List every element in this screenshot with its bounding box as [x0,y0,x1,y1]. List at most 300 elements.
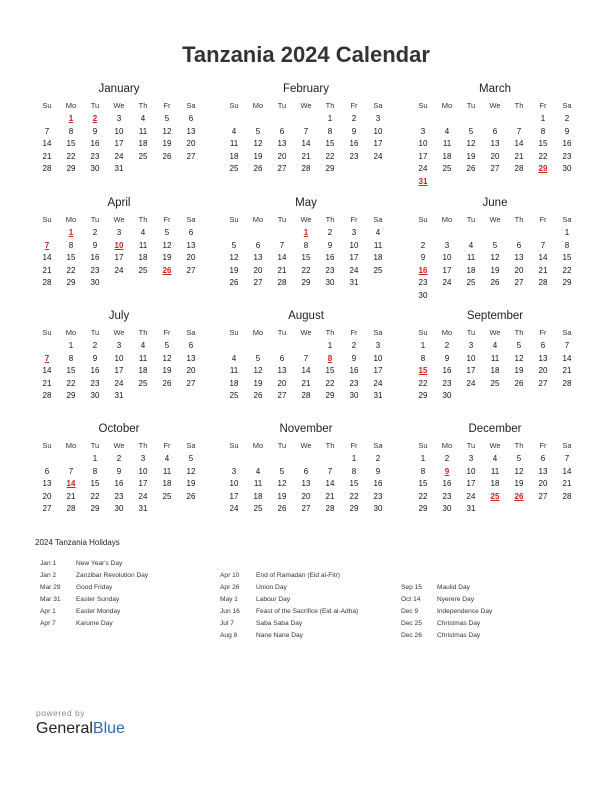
day-cell: 4 [492,454,498,463]
day-cell: 14 [325,479,335,489]
day-cell: 22 [418,491,428,501]
day-cell: 30 [90,391,100,401]
weekday-header: Fr [163,441,171,450]
month-day-grid [35,325,203,403]
day-cell: 1 [540,114,546,123]
day-cell: 8 [540,126,546,136]
weekday-header: Fr [539,441,547,450]
day-cell: 3 [231,466,237,476]
month-name: January [98,83,140,95]
day-cell: 11 [253,479,263,489]
day-cell: 8 [351,466,357,476]
day-cell: 10 [114,126,124,136]
holiday-day-cell: 31 [418,176,428,186]
weekday-header: Fr [350,101,358,110]
weekday-header: Sa [186,101,196,110]
day-cell: 12 [162,240,172,250]
month-july [35,307,203,403]
day-cell: 9 [92,126,98,136]
weekday-header: Su [42,101,52,110]
day-cell: 13 [538,466,548,476]
day-cell: 7 [540,240,546,250]
weekday-header: We [300,328,312,337]
day-cell: 22 [562,265,572,275]
day-cell: 22 [418,378,428,388]
day-cell: 24 [466,491,476,501]
weekday-header: Th [138,441,148,450]
month-name: August [288,310,324,322]
holiday-day-cell: 2 [92,114,98,123]
holiday-entry [220,630,396,642]
weekday-header: Th [325,328,335,337]
weekday-header: Mo [441,101,453,110]
day-cell: 28 [562,378,572,388]
empty-day-cell [270,340,294,353]
day-cell: 11 [490,466,500,476]
day-cell: 19 [229,265,239,275]
day-cell: 2 [327,228,333,237]
day-cell: 15 [418,479,428,489]
day-cell: 6 [279,353,285,363]
month-february [222,80,390,176]
day-cell: 25 [490,378,500,388]
weekday-header: Tu [466,101,476,110]
day-cell: 17 [229,491,239,501]
day-cell: 12 [514,353,524,363]
month-name: December [468,423,522,435]
day-cell: 18 [229,378,239,388]
day-cell: 24 [373,378,383,388]
day-cell: 30 [114,504,124,514]
month-day-grid [411,438,579,516]
day-cell: 25 [229,391,239,401]
day-cell: 8 [92,466,98,476]
holiday-date: Apr 26 [220,584,240,591]
day-cell: 8 [327,126,333,136]
weekday-header: Su [418,215,428,224]
holiday-day-cell: 1 [68,228,74,237]
day-cell: 3 [116,341,122,350]
day-cell: 25 [138,265,148,275]
month-name: March [479,83,511,95]
day-cell: 27 [277,391,287,401]
holiday-entry [220,606,396,618]
month-day-grid [411,98,579,189]
weekday-header: Fr [350,328,358,337]
day-cell: 5 [188,454,194,463]
day-cell: 31 [466,504,476,514]
holiday-day-cell: 7 [44,240,50,250]
holiday-entry [401,582,577,594]
month-name: July [108,310,130,322]
day-cell: 29 [66,164,76,174]
weekday-header: Tu [466,441,476,450]
day-cell: 27 [186,151,196,161]
day-cell: 18 [253,491,263,501]
day-cell: 28 [66,504,76,514]
weekday-header: Th [138,328,148,337]
weekday-header: Mo [252,101,264,110]
day-cell: 28 [325,504,335,514]
empty-day-cell [246,227,270,240]
holiday-date: Mar 29 [40,584,61,591]
day-cell: 16 [349,139,359,149]
day-cell: 5 [516,454,522,463]
holiday-date: Jul 7 [220,620,234,627]
day-cell: 18 [490,479,500,489]
day-cell: 17 [442,265,452,275]
holiday-day-cell: 15 [418,366,428,376]
holiday-name: Karume Day [76,620,113,627]
day-cell: 20 [277,151,287,161]
weekday-header: Th [325,215,335,224]
day-cell: 23 [442,378,452,388]
day-cell: 13 [277,366,287,376]
empty-day-cell [246,340,270,353]
day-cell: 29 [418,504,428,514]
weekday-header: Th [514,328,524,337]
day-cell: 19 [514,479,524,489]
day-cell: 20 [186,139,196,149]
day-cell: 26 [277,504,287,514]
month-september [411,307,579,403]
month-day-grid [222,438,390,516]
month-name: September [466,310,524,322]
weekday-header: We [113,441,125,450]
day-cell: 9 [92,240,98,250]
day-cell: 18 [229,151,239,161]
holiday-name: Labour Day [256,596,291,603]
brand-logo[interactable] [36,720,125,738]
holidays-heading: 2024 Tanzania Holidays [35,538,120,547]
day-cell: 7 [564,454,570,463]
month-day-grid [222,325,390,403]
day-cell: 23 [349,378,359,388]
day-cell: 16 [90,253,100,263]
day-cell: 21 [325,491,335,501]
day-cell: 17 [373,139,383,149]
month-name: October [98,423,140,435]
day-cell: 18 [373,253,383,263]
weekday-header: Mo [252,215,264,224]
day-cell: 24 [442,278,452,288]
day-cell: 9 [92,353,98,363]
day-cell: 17 [114,253,124,263]
day-cell: 7 [44,126,50,136]
day-cell: 2 [444,454,450,463]
day-cell: 18 [138,366,148,376]
day-cell: 20 [42,491,52,501]
day-cell: 24 [114,265,124,275]
day-cell: 3 [116,114,122,123]
empty-day-cell [222,227,246,240]
month-august [222,307,390,403]
day-cell: 30 [442,391,452,401]
month-name: November [279,423,333,435]
day-cell: 6 [255,240,261,250]
day-cell: 1 [351,454,357,463]
day-cell: 2 [375,454,381,463]
day-cell: 7 [564,341,570,350]
day-cell: 27 [490,164,500,174]
holiday-entry [40,582,216,594]
day-cell: 25 [373,265,383,275]
day-cell: 9 [327,240,333,250]
day-cell: 12 [253,139,263,149]
day-cell: 25 [138,378,148,388]
holiday-day-cell: 9 [444,466,450,476]
day-cell: 25 [162,491,172,501]
day-cell: 28 [277,278,287,288]
day-cell: 3 [375,114,381,123]
holiday-day-cell: 26 [162,265,172,275]
day-cell: 10 [373,353,383,363]
day-cell: 14 [514,139,524,149]
day-cell: 31 [138,504,148,514]
day-cell: 13 [514,253,524,263]
month-april [35,194,203,290]
holiday-day-cell: 10 [114,240,124,250]
day-cell: 5 [255,126,261,136]
weekday-header: Tu [277,441,287,450]
day-cell: 29 [66,278,76,288]
holiday-name: New Year's Day [76,560,123,567]
day-cell: 8 [68,126,74,136]
day-cell: 17 [418,151,428,161]
month-may [222,194,390,290]
day-cell: 4 [140,341,146,350]
weekday-header: Sa [562,441,572,450]
day-cell: 11 [229,139,239,149]
day-cell: 23 [90,265,100,275]
weekday-header: Th [325,441,335,450]
day-cell: 2 [420,240,426,250]
weekday-header: Tu [466,215,476,224]
empty-day-cell [459,113,483,126]
day-cell: 10 [466,466,476,476]
empty-day-cell [35,227,59,240]
holiday-name: Maulid Day [437,584,470,591]
day-cell: 6 [188,341,194,350]
holiday-name: Christmas Day [437,632,481,639]
day-cell: 26 [253,164,263,174]
day-cell: 20 [253,265,263,275]
holiday-column [401,582,577,642]
weekday-header: We [113,328,125,337]
holiday-day-cell: 16 [418,265,428,275]
holiday-day-cell: 26 [514,491,524,501]
weekday-header: Sa [186,441,196,450]
day-cell: 21 [562,366,572,376]
day-cell: 6 [492,126,498,136]
month-day-grid [411,212,579,303]
holiday-date: Dec 26 [401,632,422,639]
day-cell: 10 [229,479,239,489]
day-cell: 14 [538,253,548,263]
month-name: June [482,197,508,209]
weekday-header: Sa [373,328,383,337]
holiday-name: Independence Day [437,608,493,615]
weekday-header: Sa [562,101,572,110]
holiday-date: Jun 16 [220,608,240,615]
day-cell: 23 [349,151,359,161]
day-cell: 1 [420,341,426,350]
day-cell: 13 [186,240,196,250]
day-cell: 12 [229,253,239,263]
weekday-header: Su [229,328,239,337]
day-cell: 9 [351,353,357,363]
day-cell: 10 [349,240,359,250]
day-cell: 11 [490,353,500,363]
day-cell: 13 [42,479,52,489]
holiday-date: Apr 10 [220,572,240,579]
day-cell: 16 [90,139,100,149]
weekday-header: Mo [441,441,453,450]
weekday-header: We [113,101,125,110]
day-cell: 22 [66,151,76,161]
holiday-day-cell: 1 [68,114,74,123]
weekday-header: Sa [373,441,383,450]
day-cell: 18 [490,366,500,376]
holiday-name: Easter Monday [76,608,121,615]
day-cell: 7 [279,240,285,250]
holiday-name: Zanzibar Revolution Day [76,572,149,579]
day-cell: 9 [351,126,357,136]
day-cell: 5 [492,240,498,250]
weekday-header: Fr [539,215,547,224]
day-cell: 27 [253,278,263,288]
day-cell: 10 [442,253,452,263]
holiday-date: Aug 8 [220,632,238,639]
day-cell: 8 [420,466,426,476]
day-cell: 20 [490,151,500,161]
day-cell: 17 [114,366,124,376]
holiday-name: Easter Sunday [76,596,120,603]
holiday-date: Jan 1 [40,560,57,567]
empty-day-cell [270,227,294,240]
holiday-entry [40,558,216,570]
weekday-header: Su [42,215,52,224]
day-cell: 4 [492,341,498,350]
empty-day-cell [507,113,531,126]
day-cell: 15 [325,366,335,376]
month-day-grid [411,325,579,403]
day-cell: 19 [162,366,172,376]
day-cell: 28 [514,164,524,174]
day-cell: 10 [373,126,383,136]
day-cell: 12 [253,366,263,376]
holiday-entry [40,618,216,630]
day-cell: 9 [116,466,122,476]
day-cell: 19 [253,378,263,388]
day-cell: 5 [231,240,237,250]
day-cell: 24 [349,265,359,275]
empty-day-cell [222,340,246,353]
month-day-grid [35,438,203,516]
day-cell: 17 [349,253,359,263]
day-cell: 9 [444,353,450,363]
day-cell: 30 [349,391,359,401]
day-cell: 8 [68,240,74,250]
day-cell: 21 [301,378,311,388]
day-cell: 13 [277,139,287,149]
holiday-date: Oct 14 [401,596,421,603]
day-cell: 28 [301,391,311,401]
empty-day-cell [435,227,459,240]
day-cell: 15 [66,139,76,149]
day-cell: 5 [164,341,170,350]
month-name: April [107,197,131,209]
day-cell: 7 [68,466,74,476]
day-cell: 25 [253,504,263,514]
weekday-header: We [489,101,501,110]
day-cell: 15 [66,366,76,376]
day-cell: 22 [325,151,335,161]
weekday-header: Su [42,328,52,337]
day-cell: 20 [538,366,548,376]
day-cell: 15 [538,139,548,149]
day-cell: 20 [186,253,196,263]
holiday-date: Dec 25 [401,620,422,627]
day-cell: 15 [66,253,76,263]
day-cell: 12 [514,466,524,476]
day-cell: 2 [92,228,98,237]
day-cell: 23 [325,265,335,275]
day-cell: 30 [442,504,452,514]
day-cell: 15 [301,253,311,263]
holiday-date: Dec 9 [401,608,419,615]
day-cell: 26 [490,278,500,288]
empty-day-cell [246,113,270,126]
day-cell: 30 [325,278,335,288]
day-cell: 2 [92,341,98,350]
day-cell: 15 [349,479,359,489]
day-cell: 23 [114,491,124,501]
day-cell: 26 [186,491,196,501]
day-cell: 29 [301,278,311,288]
weekday-header: Mo [65,101,77,110]
holiday-entry [401,618,577,630]
day-cell: 18 [138,253,148,263]
day-cell: 5 [516,341,522,350]
day-cell: 4 [444,126,450,136]
holiday-entry [401,606,577,618]
day-cell: 3 [351,228,357,237]
empty-day-cell [294,340,318,353]
day-cell: 21 [42,378,52,388]
day-cell: 27 [186,378,196,388]
day-cell: 20 [514,265,524,275]
day-cell: 11 [162,466,172,476]
weekday-header: Mo [441,215,453,224]
weekday-header: Fr [539,101,547,110]
holiday-name: Nyerere Day [437,596,475,603]
day-cell: 7 [303,353,309,363]
day-cell: 30 [373,504,383,514]
day-cell: 5 [255,353,261,363]
day-cell: 6 [516,240,522,250]
day-cell: 6 [540,341,546,350]
day-cell: 4 [231,126,237,136]
month-december [411,420,579,516]
day-cell: 10 [114,353,124,363]
weekday-header: Su [229,101,239,110]
day-cell: 11 [466,253,476,263]
day-cell: 24 [114,151,124,161]
day-cell: 28 [301,164,311,174]
day-cell: 24 [138,491,148,501]
day-cell: 23 [373,491,383,501]
